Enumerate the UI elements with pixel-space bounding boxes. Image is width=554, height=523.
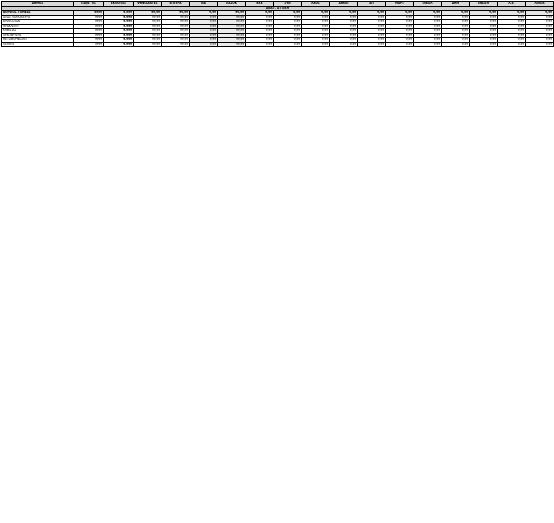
value-cell: 99,99 — [134, 20, 162, 25]
value-cell: 9999 — [74, 11, 104, 16]
value-cell: 99,99 — [162, 24, 190, 29]
value-cell: 9,99 — [414, 24, 442, 29]
value-cell: 9,99 — [442, 24, 470, 29]
value-cell: 9,99 — [330, 42, 358, 47]
value-cell: 9,99 — [330, 11, 358, 16]
value-cell: 99,99 — [162, 11, 190, 16]
value-cell: 9,99 — [442, 38, 470, 43]
value-cell: 9,99 — [526, 15, 554, 20]
value-cell: 9,99 — [302, 29, 330, 34]
value-cell: 9,99 — [358, 33, 386, 38]
column-header: ΛΑΟΣ — [302, 2, 330, 7]
value-cell: 9,99 — [358, 38, 386, 43]
value-cell: 9,99 — [498, 29, 526, 34]
value-cell: 99,99 — [134, 38, 162, 43]
value-cell: 9,99 — [330, 24, 358, 29]
value-cell: 9,99 — [386, 15, 414, 20]
value-cell: 99,99 — [218, 20, 246, 25]
value-cell: 99,99 — [134, 15, 162, 20]
value-cell: 9,99 — [526, 42, 554, 47]
value-cell: 9,99 — [246, 33, 274, 38]
value-cell: 9,99 — [470, 20, 498, 25]
value-cell: 9,99 — [274, 11, 302, 16]
value-cell: 9,99 — [274, 24, 302, 29]
column-header: ΑΠ — [358, 2, 386, 7]
value-cell: 9,99 — [442, 33, 470, 38]
value-cell: 9,99 — [246, 29, 274, 34]
column-header: ΕΝΩΣΗ — [470, 2, 498, 7]
value-cell: 99,99 — [162, 20, 190, 25]
value-cell: 9,99 — [330, 38, 358, 43]
value-cell: 9,99 — [246, 24, 274, 29]
value-cell: 9,99 — [414, 15, 442, 20]
column-header: ΝΔ — [190, 2, 218, 7]
municipality-cell: ΑΓΙΑΣ ΠΑΡΑΣΚΕΥΗΣ — [2, 15, 74, 20]
column-header: Λ.Ε. — [498, 2, 526, 7]
value-cell: 9,99 — [274, 42, 302, 47]
value-cell: 9,99 — [414, 11, 442, 16]
value-cell: 9,99 — [330, 33, 358, 38]
column-header: ΨΗΦΙΣΑΝΤΕΣ — [134, 2, 162, 7]
value-cell: 99,99 — [162, 15, 190, 20]
value-cell: 9,99 — [190, 24, 218, 29]
value-cell: 99,99 — [162, 38, 190, 43]
value-cell: 9,99 — [274, 33, 302, 38]
value-cell: 9.999 — [104, 24, 134, 29]
value-cell: 9,99 — [442, 20, 470, 25]
value-cell: 9,99 — [358, 15, 386, 20]
value-cell: 9,99 — [190, 33, 218, 38]
value-cell: 9,99 — [190, 29, 218, 34]
value-cell: 99,99 — [218, 24, 246, 29]
value-cell: 99,99 — [218, 29, 246, 34]
value-cell: 9,99 — [302, 11, 330, 16]
value-cell: 9,99 — [246, 42, 274, 47]
value-cell: 9,99 — [414, 29, 442, 34]
column-header: ΜΑΡΞ — [386, 2, 414, 7]
value-cell: 9,99 — [302, 15, 330, 20]
value-cell: 9,99 — [190, 15, 218, 20]
value-cell: 9,99 — [470, 15, 498, 20]
value-cell: 99,99 — [134, 29, 162, 34]
value-cell: 9,99 — [414, 20, 442, 25]
column-header: ΔΗΚΚΙ — [330, 2, 358, 7]
value-cell: 9,99 — [330, 20, 358, 25]
value-cell: 9999 — [74, 38, 104, 43]
value-cell: 9.999 — [104, 20, 134, 25]
municipality-cell: ΒΡΙΛΗΣΣΙΩΝ — [2, 20, 74, 25]
value-cell: 9999 — [74, 33, 104, 38]
value-cell: 9,99 — [386, 42, 414, 47]
value-cell: 9999 — [74, 42, 104, 47]
value-cell: 9,99 — [190, 11, 218, 16]
column-header: ΠΑΣΟΚ — [218, 2, 246, 7]
value-cell: 9999 — [74, 20, 104, 25]
value-cell: 9,99 — [274, 20, 302, 25]
value-cell: 9,99 — [190, 42, 218, 47]
value-cell: 9,99 — [498, 15, 526, 20]
value-cell: 9.999 — [104, 33, 134, 38]
value-cell: 9,99 — [246, 15, 274, 20]
value-cell: 9,99 — [498, 42, 526, 47]
value-cell: 9,99 — [302, 24, 330, 29]
value-cell: 9,99 — [302, 20, 330, 25]
value-cell: 99,99 — [218, 38, 246, 43]
table-row — [2, 42, 554, 47]
municipality-cell: ΗΡΑΚΛΕΙΟΥ — [2, 24, 74, 29]
value-cell: 9,99 — [498, 20, 526, 25]
column-header: ΔΗΜΟΣ — [2, 2, 74, 7]
value-cell: 9.999 — [104, 29, 134, 34]
value-cell: 9,99 — [442, 42, 470, 47]
value-cell: 9,99 — [274, 29, 302, 34]
value-cell: 9,99 — [498, 38, 526, 43]
value-cell: 9,99 — [386, 24, 414, 29]
value-cell: 9.999 — [104, 11, 134, 16]
value-cell: 9.999 — [104, 42, 134, 47]
value-cell: 9,99 — [246, 38, 274, 43]
value-cell: 9,99 — [274, 15, 302, 20]
column-header: ΣΥΝ — [274, 2, 302, 7]
results-table — [1, 1, 554, 47]
value-cell: 9,99 — [246, 20, 274, 25]
value-cell: 99,99 — [134, 33, 162, 38]
value-cell: 9,99 — [442, 15, 470, 20]
value-cell: 9,99 — [302, 42, 330, 47]
value-cell: 9,99 — [330, 15, 358, 20]
value-cell: 9.999 — [104, 38, 134, 43]
column-header: ΕΚΛΟΓΕΙΣ — [104, 2, 134, 7]
value-cell: 9.999 — [104, 15, 134, 20]
value-cell: 9,99 — [526, 20, 554, 25]
value-cell: 9,99 — [386, 20, 414, 25]
municipality-cell: ΠΕΥΚΗΣ — [2, 42, 74, 47]
value-cell: 9,99 — [190, 38, 218, 43]
value-cell: 99,99 — [134, 24, 162, 29]
value-cell: 9999 — [74, 24, 104, 29]
value-cell: 9,99 — [442, 29, 470, 34]
column-header: ΛΟΙΠΑ — [526, 2, 554, 7]
value-cell: 9,99 — [470, 38, 498, 43]
column-header: Πληθ. '01 — [74, 2, 104, 7]
column-header: ΕΓΚΥΡΑ — [162, 2, 190, 7]
municipality-cell: ΚΗΦΙΣΙΑΣ — [2, 29, 74, 34]
value-cell: 99,99 — [162, 33, 190, 38]
value-cell: 9,99 — [386, 33, 414, 38]
value-cell: 9,99 — [190, 20, 218, 25]
value-cell: 9,99 — [526, 24, 554, 29]
value-cell: 9,99 — [330, 29, 358, 34]
value-cell: 99,99 — [218, 42, 246, 47]
value-cell: 9,99 — [526, 33, 554, 38]
value-cell: 99,99 — [218, 15, 246, 20]
section-title: ΑΝΑΤ. ΑΤΤΙΚΗ — [2, 6, 554, 11]
value-cell: 99,99 — [218, 33, 246, 38]
value-cell: 9999 — [74, 29, 104, 34]
column-header: ΚΚΕ — [246, 2, 274, 7]
value-cell: 9,99 — [442, 11, 470, 16]
value-cell: 9,99 — [470, 42, 498, 47]
value-cell: 9,99 — [498, 11, 526, 16]
value-cell: 9,99 — [414, 38, 442, 43]
value-cell: 99,99 — [162, 29, 190, 34]
value-cell: 9,99 — [358, 42, 386, 47]
value-cell: 9,99 — [414, 33, 442, 38]
value-cell: 99,99 — [162, 42, 190, 47]
value-cell: 9,99 — [470, 29, 498, 34]
value-cell: 99,99 — [134, 42, 162, 47]
value-cell: 99,99 — [134, 11, 162, 16]
value-cell: 9,99 — [274, 38, 302, 43]
column-header: ΔΗΜ — [442, 2, 470, 7]
value-cell: 9,99 — [498, 24, 526, 29]
value-cell: 9,99 — [470, 33, 498, 38]
municipality-cell: ΒΟΡΕΙΟΣ ΤΟΜΕΑΣ — [2, 11, 74, 16]
value-cell: 9,99 — [526, 38, 554, 43]
value-cell: 9,99 — [358, 24, 386, 29]
value-cell: 9,99 — [414, 42, 442, 47]
value-cell: 9,99 — [386, 38, 414, 43]
value-cell: 9,99 — [302, 38, 330, 43]
value-cell: 99,99 — [218, 11, 246, 16]
value-cell: 9,99 — [470, 11, 498, 16]
value-cell: 9,99 — [498, 33, 526, 38]
value-cell: 9,99 — [470, 24, 498, 29]
value-cell: 9,99 — [246, 11, 274, 16]
value-cell: 9999 — [74, 15, 104, 20]
value-cell: 9,99 — [386, 29, 414, 34]
spreadsheet-page — [0, 1, 552, 523]
municipality-cell: ΛΥΚΟΒΡΥΣΗΣ — [2, 33, 74, 38]
value-cell: 9,99 — [358, 11, 386, 16]
municipality-cell: ΜΕΤΑΜΟΡΦΩΣΗΣ — [2, 38, 74, 43]
value-cell: 9,99 — [302, 33, 330, 38]
value-cell: 9,99 — [526, 29, 554, 34]
value-cell: 9,99 — [526, 11, 554, 16]
value-cell: 9,99 — [358, 29, 386, 34]
value-cell: 9,99 — [358, 20, 386, 25]
value-cell: 9,99 — [386, 11, 414, 16]
column-header: ΟΙΚΟΛ — [414, 2, 442, 7]
